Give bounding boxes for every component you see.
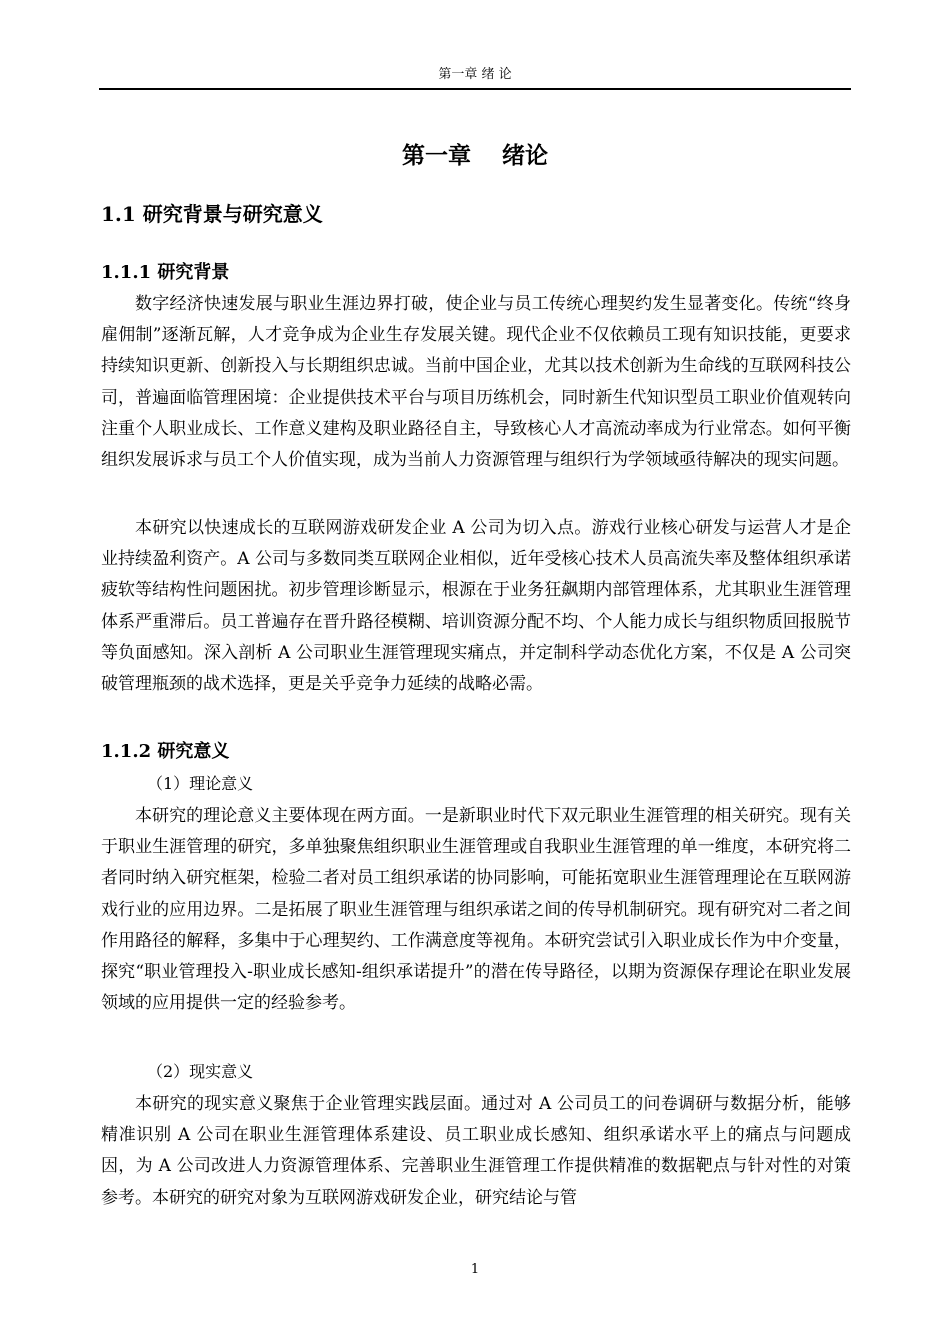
background-paragraph-1: 数字经济快速发展与职业生涯边界打破，使企业与员工传统心理契约发生显著变化。传统“终身雇佣制”逐渐瓦解，人才竞争成为企业生存发展关键。现代企业不仅依赖员工现有知识技能，更要求持续知识更新、创新投入与长期组织忠诚。当前中国企业，尤其以技术创新为生命线的互联网科技公司，普遍面临管理困境：企业提供技术平台与项目历练机会，同时新生代知识型员工职业价值观转向注重个人职业成长、工作意义建构及职业路径自主，导致核心人才高流动率成为行业常态。如何平衡组织发展诉求与员工个人价值实现，成为当前人力资源管理与组织行为学领域亟待解决的现实问题。	[101, 294, 851, 471]
section-heading-1-1: 1.1 研究背景与研究意义	[101, 202, 323, 226]
page-number: 1	[470, 1262, 480, 1277]
background-paragraph-2: 本研究以快速成长的互联网游戏研发企业 A 公司为切入点。游戏行业核心研发与运营人才是企业持续盈利资产。A 公司与多数同类互联网企业相似，近年受核心技术人员高流失率及整体组织承诺疲软等结构性问题困扰。初步管理诊断显示，根源在于业务狂飙期内部管理体系，尤其职业生涯管理体系严重滞后。员工普遍存在晋升路径模糊、培训资源分配不均、个人能力成长与组织物质回报脱节等负面感知。深入剖析 A 公司职业生涯管理现实痛点，并定制科学动态优化方案，不仅是 A 公司突破管理瓶颈的战术选择，更是关乎竞争力延续的战略必需。	[101, 518, 851, 695]
section-heading-1-1-2: 1.1.2 研究意义	[101, 741, 230, 762]
practical-significance-label: （2）现实意义	[147, 1062, 254, 1081]
practical-significance-paragraph: 本研究的现实意义聚焦于企业管理实践层面。通过对 A 公司员工的问卷调研与数据分析，能够精准识别 A 公司在职业生涯管理体系建设、员工职业成长感知、组织承诺水平上的痛点与问题成因，为 A 公司改进人力资源管理体系、完善职业生涯管理工作提供精准的数据靶点与针对性的对策参考。本研究的研究对象为互联网游戏研发企业，研究结论与管	[101, 1094, 851, 1208]
header-rule	[99, 88, 851, 90]
chapter-title: 第一章 绪论	[401, 142, 548, 169]
section-heading-1-1-1: 1.1.1 研究背景	[101, 262, 230, 283]
theory-significance-paragraph: 本研究的理论意义主要体现在两方面。一是新职业时代下双元职业生涯管理的相关研究。现有关于职业生涯管理的研究，多单独聚焦组织职业生涯管理或自我职业生涯管理的单一维度，本研究将二者同时纳入研究框架，检验二者对员工组织承诺的协同影响，可能拓宽职业生涯管理理论在互联网游戏行业的应用边界。二是拓展了职业生涯管理与组织承诺之间的传导机制研究。现有研究对二者之间作用路径的解释，多集中于心理契约、工作满意度等视角。本研究尝试引入职业成长作为中介变量，探究“职业管理投入-职业成长感知-组织承诺提升”的潜在传导路径，以期为资源保存理论在职业发展领域的应用提供一定的经验参考。	[101, 806, 851, 1014]
running-header: 第一章 绪 论	[438, 67, 512, 82]
theory-significance-label: （1）理论意义	[147, 774, 254, 793]
